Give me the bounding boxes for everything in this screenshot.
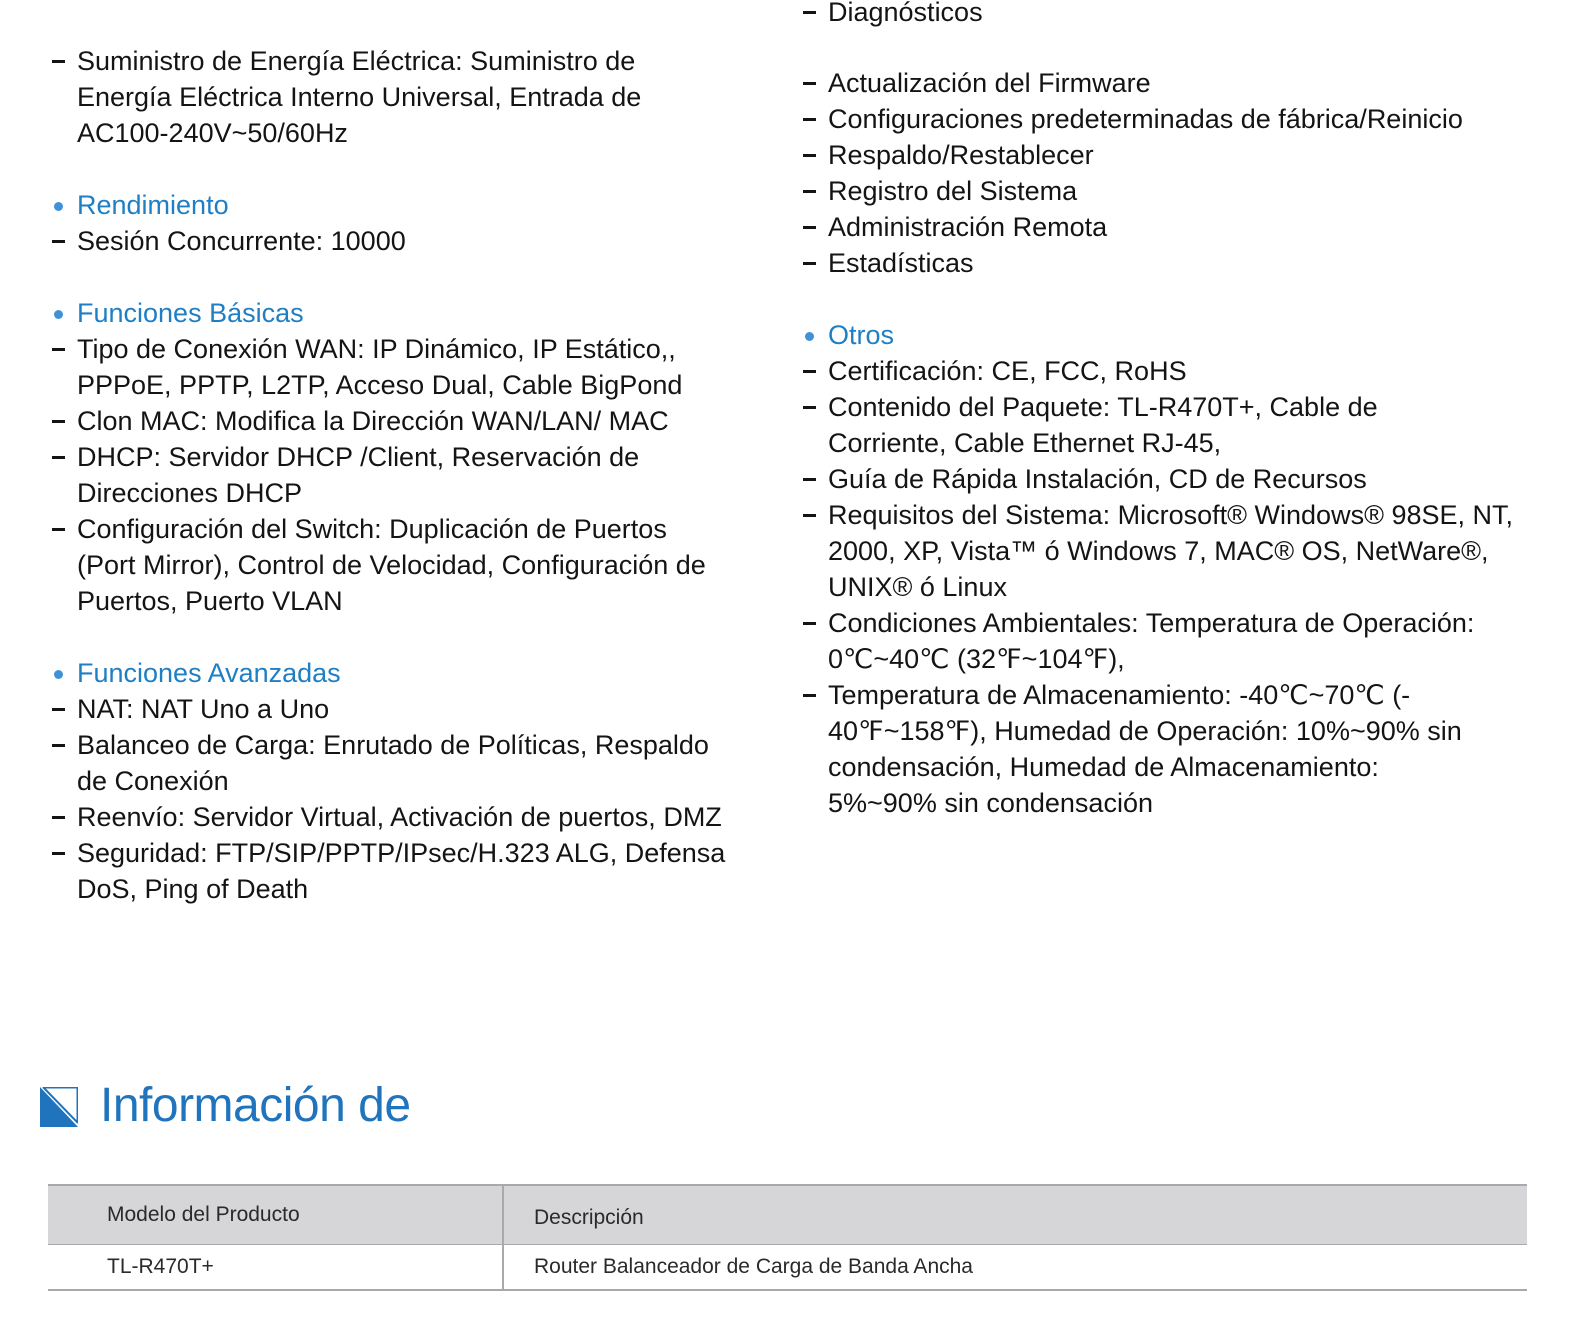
spec-line: Seguridad: FTP/SIP/PPTP/IPsec/H.323 ALG, Defensa	[77, 838, 726, 868]
spec-item	[52, 727, 762, 799]
left-column	[52, 0, 762, 907]
spec-line: Puertos, Puerto VLAN	[77, 586, 343, 616]
cell-description: Router Balanceador de Carga de Banda Ancha	[503, 1245, 1527, 1291]
spec-line: Corriente, Cable Ethernet RJ-45,	[828, 428, 1222, 458]
spec-line: UNIX® ó Linux	[828, 572, 1007, 602]
dash-marker	[52, 708, 65, 711]
header-model: Modelo del Producto	[48, 1185, 503, 1245]
bullet-icon	[805, 332, 814, 341]
spec-item	[803, 173, 1543, 209]
section-heading-text: Funciones Avanzadas	[77, 658, 341, 688]
spec-item	[803, 677, 1543, 821]
section-heading	[52, 655, 762, 691]
spec-line: Condiciones Ambientales: Temperatura de Operación:	[828, 608, 1475, 638]
section-advanced-functions	[52, 655, 762, 907]
spec-line: NAT: NAT Uno a Uno	[77, 694, 330, 724]
dash-marker	[52, 852, 65, 855]
section-performance	[52, 187, 762, 259]
dash-marker	[52, 816, 65, 819]
dash-marker	[803, 622, 816, 625]
spec-line: 5%~90% sin condensación	[828, 788, 1153, 818]
dash-marker	[803, 11, 816, 14]
right-column	[803, 0, 1543, 821]
spec-line: 40℉~158℉), Humedad de Operación: 10%~90% sin	[828, 716, 1462, 746]
spec-line: Certificación: CE, FCC, RoHS	[828, 356, 1187, 386]
bullet-icon	[54, 310, 63, 319]
bullet-icon	[54, 670, 63, 679]
dash-marker	[803, 478, 816, 481]
spec-item	[52, 799, 762, 835]
spec-item	[803, 461, 1543, 497]
product-table	[48, 1184, 1527, 1291]
spec-line: AC100-240V~50/60Hz	[77, 118, 348, 148]
spec-line: Configuración del Switch: Duplicación de Puertos	[77, 514, 667, 544]
spec-line: Estadísticas	[828, 248, 974, 278]
spec-line: Guía de Rápida Instalación, CD de Recursos	[828, 464, 1367, 494]
section-heading-text: Rendimiento	[77, 190, 229, 220]
spec-item	[52, 835, 762, 907]
spec-line: Reenvío: Servidor Virtual, Activación de puertos, DMZ	[77, 802, 722, 832]
spec-line: de Conexión	[77, 766, 229, 796]
dash-marker	[52, 240, 65, 243]
section-heading	[803, 317, 1543, 353]
section-basic-functions	[52, 295, 762, 619]
table-row	[48, 1245, 1527, 1291]
dash-marker	[803, 226, 816, 229]
table-header-row	[48, 1185, 1527, 1245]
section-others	[803, 317, 1543, 821]
spec-line: Temperatura de Almacenamiento: -40℃~70℃ (-	[828, 680, 1411, 710]
section-heading	[52, 295, 762, 331]
spec-line: DoS, Ping of Death	[77, 874, 309, 904]
dash-marker	[803, 514, 816, 517]
spec-line: Configuraciones predeterminadas de fábrica/Reinicio	[828, 104, 1463, 134]
spec-item	[803, 101, 1543, 137]
spec-line: Diagnósticos	[828, 0, 983, 27]
spec-line: (Port Mirror), Control de Velocidad, Configuración de	[77, 550, 706, 580]
spec-item	[52, 403, 762, 439]
spec-line: Actualización del Firmware	[828, 68, 1151, 98]
spec-line: Respaldo/Restablecer	[828, 140, 1094, 170]
spec-line: Requisitos del Sistema: Microsoft® Windows® 98SE, NT,	[828, 500, 1514, 530]
dash-marker	[52, 420, 65, 423]
cell-model: TL-R470T+	[48, 1245, 503, 1291]
spec-line: Contenido del Paquete: TL-R470T+, Cable de	[828, 392, 1378, 422]
dash-marker	[803, 694, 816, 697]
bullet-icon	[54, 202, 63, 211]
spec-item	[52, 439, 762, 511]
spec-item	[803, 65, 1543, 101]
spec-item	[803, 353, 1543, 389]
dash-marker	[803, 154, 816, 157]
spec-item	[52, 223, 762, 259]
spec-item-power	[52, 43, 762, 151]
spec-item	[52, 691, 762, 727]
spec-line: Balanceo de Carga: Enrutado de Políticas, Respaldo	[77, 730, 709, 760]
dash-marker	[52, 456, 65, 459]
spec-item	[803, 497, 1543, 605]
spec-line: Energía Eléctrica Interno Universal, Entrada de	[77, 82, 642, 112]
spec-line: 2000, XP, Vista™ ó Windows 7, MAC® OS, NetWare®,	[828, 536, 1489, 566]
spec-item	[803, 137, 1543, 173]
dash-marker	[803, 406, 816, 409]
dash-marker	[803, 190, 816, 193]
section-heading	[52, 187, 762, 223]
section-heading-text: Funciones Básicas	[77, 298, 304, 328]
spec-item	[803, 209, 1543, 245]
spec-line: Tipo de Conexión WAN: IP Dinámico, IP Estático,,	[77, 334, 676, 364]
dash-marker	[803, 370, 816, 373]
spec-line: Direcciones DHCP	[77, 478, 303, 508]
dash-marker	[803, 82, 816, 85]
spec-line: Sesión Concurrente: 10000	[77, 226, 406, 256]
spec-line: DHCP: Servidor DHCP /Client, Reservación de	[77, 442, 640, 472]
section-heading-text: Otros	[828, 320, 895, 350]
spec-line: Registro del Sistema	[828, 176, 1078, 206]
spec-line: Administración Remota	[828, 212, 1108, 242]
spec-line: Suministro de Energía Eléctrica: Suministro de	[77, 46, 636, 76]
ordering-info-title	[40, 1077, 411, 1133]
spec-line: Clon MAC: Modifica la Dirección WAN/LAN/ MAC	[77, 406, 669, 436]
spec-item	[52, 511, 762, 619]
spec-item	[803, 605, 1543, 677]
header-description: Descripción	[503, 1185, 1527, 1245]
dash-marker	[52, 744, 65, 747]
spec-item	[52, 331, 762, 403]
clipped-item-wrapper	[803, 0, 1543, 28]
dash-marker	[52, 60, 65, 63]
spec-line: condensación, Humedad de Almacenamiento:	[828, 752, 1379, 782]
section-title-text: Información de	[100, 1078, 411, 1132]
spec-item	[803, 245, 1543, 281]
dash-marker	[52, 348, 65, 351]
spec-line: 0℃~40℃ (32℉~104℉),	[828, 644, 1125, 674]
spec-line: PPPoE, PPTP, L2TP, Acceso Dual, Cable BigPond	[77, 370, 683, 400]
dash-marker	[803, 262, 816, 265]
square-diagonal-icon	[40, 1087, 78, 1127]
spec-item	[803, 389, 1543, 461]
dash-marker	[52, 528, 65, 531]
spec-item	[803, 0, 1543, 28]
dash-marker	[803, 118, 816, 121]
